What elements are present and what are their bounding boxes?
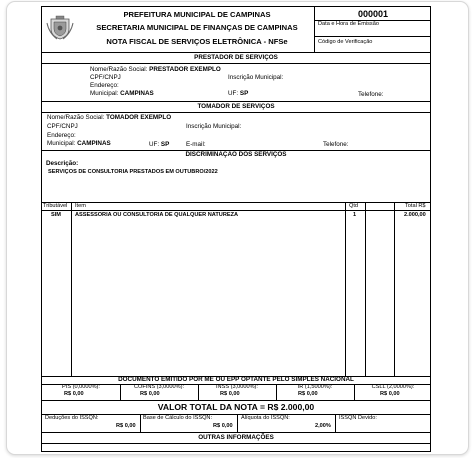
provider-uf-label: UF: bbox=[228, 90, 239, 97]
nfse-number: 000001 bbox=[357, 9, 389, 19]
provider-phone-label: Telefone: bbox=[358, 91, 384, 98]
col-header-item: Item bbox=[75, 203, 86, 209]
col-header-total: Total R$ bbox=[405, 203, 426, 209]
row-item: ASSESSORIA OU CONSULTORIA DE QUALQUER NATUREZA bbox=[75, 212, 239, 218]
client-city-row bbox=[47, 140, 111, 148]
provider-address-label: Endereço: bbox=[90, 82, 119, 89]
client-address-label: Endereço: bbox=[47, 132, 76, 139]
issue-date-label: Data e Hora de Emissão bbox=[318, 21, 379, 27]
campinas-coat-of-arms bbox=[45, 13, 75, 41]
provider-city-row bbox=[90, 90, 154, 98]
tax-cofins-label: COFINS (3,0000%): bbox=[133, 384, 185, 390]
client-cpf-label: CPF/CNPJ bbox=[47, 123, 78, 130]
header-titles bbox=[82, 10, 312, 47]
description-value: SERVIÇOS DE CONSULTORIA PRESTADOS EM OUTUBRO/2022 bbox=[48, 169, 218, 175]
col-header-qty: Qtd bbox=[349, 203, 359, 209]
client-name-label: Nome/Razão Social: bbox=[47, 114, 105, 121]
services-section-title: DISCRIMINAÇÃO DOS SERVIÇOS bbox=[185, 151, 287, 158]
description-label: Descrição: bbox=[46, 160, 79, 167]
nfse-document bbox=[41, 6, 431, 452]
provider-city-label: Municipal: bbox=[90, 90, 119, 97]
tax-inss-value: R$ 0,00 bbox=[220, 391, 240, 397]
client-city-label: Municipal: bbox=[47, 140, 76, 147]
issqn-base-value: R$ 0,00 bbox=[213, 423, 233, 429]
provider-im-label: Inscrição Municipal: bbox=[228, 74, 284, 81]
tax-csll-label: CSLL (2,0000%): bbox=[371, 384, 415, 390]
client-city-value: CAMPINAS bbox=[77, 140, 111, 147]
client-uf-row bbox=[149, 141, 169, 149]
issqn-deductions-value: R$ 0,00 bbox=[116, 423, 136, 429]
provider-city-value: CAMPINAS bbox=[120, 90, 154, 97]
issqn-due-label: ISSQN Devido: bbox=[339, 415, 377, 421]
header-city-hall: PREFEITURA MUNICIPAL DE CAMPINAS bbox=[123, 10, 271, 19]
provider-uf-value: SP bbox=[239, 90, 249, 97]
col-header-taxable: Tributável bbox=[43, 203, 68, 209]
tax-csll-value: R$ 0,00 bbox=[380, 391, 400, 397]
simples-nacional-notice: DOCUMENTO EMITIDO POR ME OU EPP OPTANTE PELO SIMPLES NACIONAL bbox=[118, 376, 354, 383]
client-uf-label: UF: bbox=[149, 141, 160, 148]
client-email-label: E-mail: bbox=[186, 141, 206, 148]
tax-ir-value: R$ 0,00 bbox=[298, 391, 318, 397]
client-uf-value: SP bbox=[160, 141, 170, 148]
tax-pis-value: R$ 0,00 bbox=[64, 391, 84, 397]
row-qty: 1 bbox=[353, 212, 357, 218]
row-total: 2.000,00 bbox=[404, 212, 426, 218]
client-phone-label: Telefone: bbox=[323, 141, 349, 148]
issqn-deductions-label: Deduções do ISSQN: bbox=[45, 415, 99, 421]
total-amount: VALOR TOTAL DA NOTA = R$ 2.000,00 bbox=[157, 402, 315, 412]
header-finance-secretariat: SECRETARIA MUNICIPAL DE FINANÇAS DE CAMPINAS bbox=[96, 23, 298, 32]
client-im-label: Inscrição Municipal: bbox=[186, 123, 242, 130]
header-document-title: NOTA FISCAL DE SERVIÇOS ELETRÔNICA - NFSe bbox=[106, 37, 288, 46]
provider-name-label: Nome/Razão Social: bbox=[90, 66, 148, 73]
tax-pis-label: PIS (0,0000%): bbox=[62, 384, 100, 390]
provider-uf-row bbox=[228, 90, 248, 98]
tax-inss-label: INSS (3,0000%): bbox=[216, 384, 258, 390]
tax-cofins-value: R$ 0,00 bbox=[140, 391, 160, 397]
provider-name-row bbox=[90, 66, 221, 74]
provider-section-title: PRESTADOR DE SERVIÇOS bbox=[194, 54, 278, 61]
row-taxable: SIM bbox=[51, 212, 61, 218]
verification-code-label: Código de Verificação bbox=[318, 39, 373, 45]
issqn-rate-label: Alíquota do ISSQN: bbox=[241, 415, 290, 421]
provider-name-value: PRESTADOR EXEMPLO bbox=[149, 66, 221, 73]
issqn-rate-value: 2,00% bbox=[315, 423, 331, 429]
tax-ir-label: IR (1,5000%): bbox=[297, 384, 333, 390]
client-name-value: TOMADOR EXEMPLO bbox=[106, 114, 172, 121]
client-section-title: TOMADOR DE SERVIÇOS bbox=[197, 103, 275, 110]
provider-cpf-label: CPF/CNPJ bbox=[90, 74, 121, 81]
other-info-title: OUTRAS INFORMAÇÕES bbox=[198, 434, 274, 441]
client-name-row bbox=[47, 114, 171, 122]
issqn-base-label: Base de Cálculo do ISSQN: bbox=[143, 415, 213, 421]
